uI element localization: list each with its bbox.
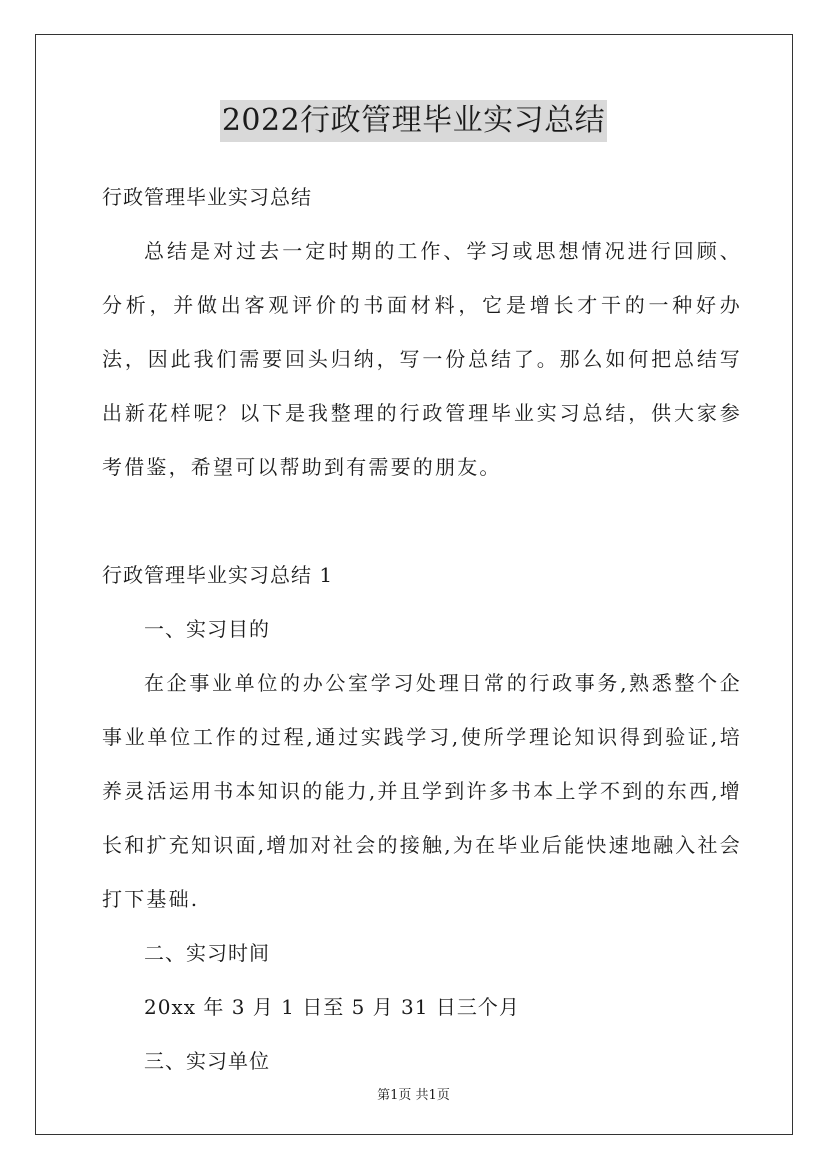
purpose-paragraph: 在企事业单位的办公室学习处理日常的行政事务,熟悉整个企事业单位工作的过程,通过实践学习,使所学理论知识得到验证,培养灵活运用书本知识的能力,并且学到许多书本上学不到的东西,增长和扩充知识面,增加对社会的接触,为在毕业后能快速地融入社会打下基础. [102, 671, 742, 911]
heading-unit: 三、实习单位 [144, 1049, 270, 1073]
document-subtitle: 行政管理毕业实习总结 [102, 185, 312, 209]
time-text: 20xx 年 3 月 1 日至 5 月 31 日三个月 [144, 995, 520, 1019]
heading-time: 二、实习时间 [144, 941, 270, 965]
spacer [102, 494, 742, 548]
document-body [102, 170, 742, 1088]
page-footer: 第1页 共1页 [377, 1088, 450, 1103]
document-title: 2022行政管理毕业实习总结 [220, 100, 607, 142]
heading-purpose: 一、实习目的 [144, 617, 270, 641]
title-container [0, 100, 827, 142]
section-title: 行政管理毕业实习总结 1 [102, 563, 334, 587]
intro-paragraph: 总结是对过去一定时期的工作、学习或思想情况进行回顾、分析，并做出客观评价的书面材料，它是增长才干的一种好办法，因此我们需要回头归纳，写一份总结了。那么如何把总结写出新花样呢？以下是我整理的行政管理毕业实习总结，供大家参考借鉴，希望可以帮助到有需要的朋友。 [102, 239, 742, 479]
